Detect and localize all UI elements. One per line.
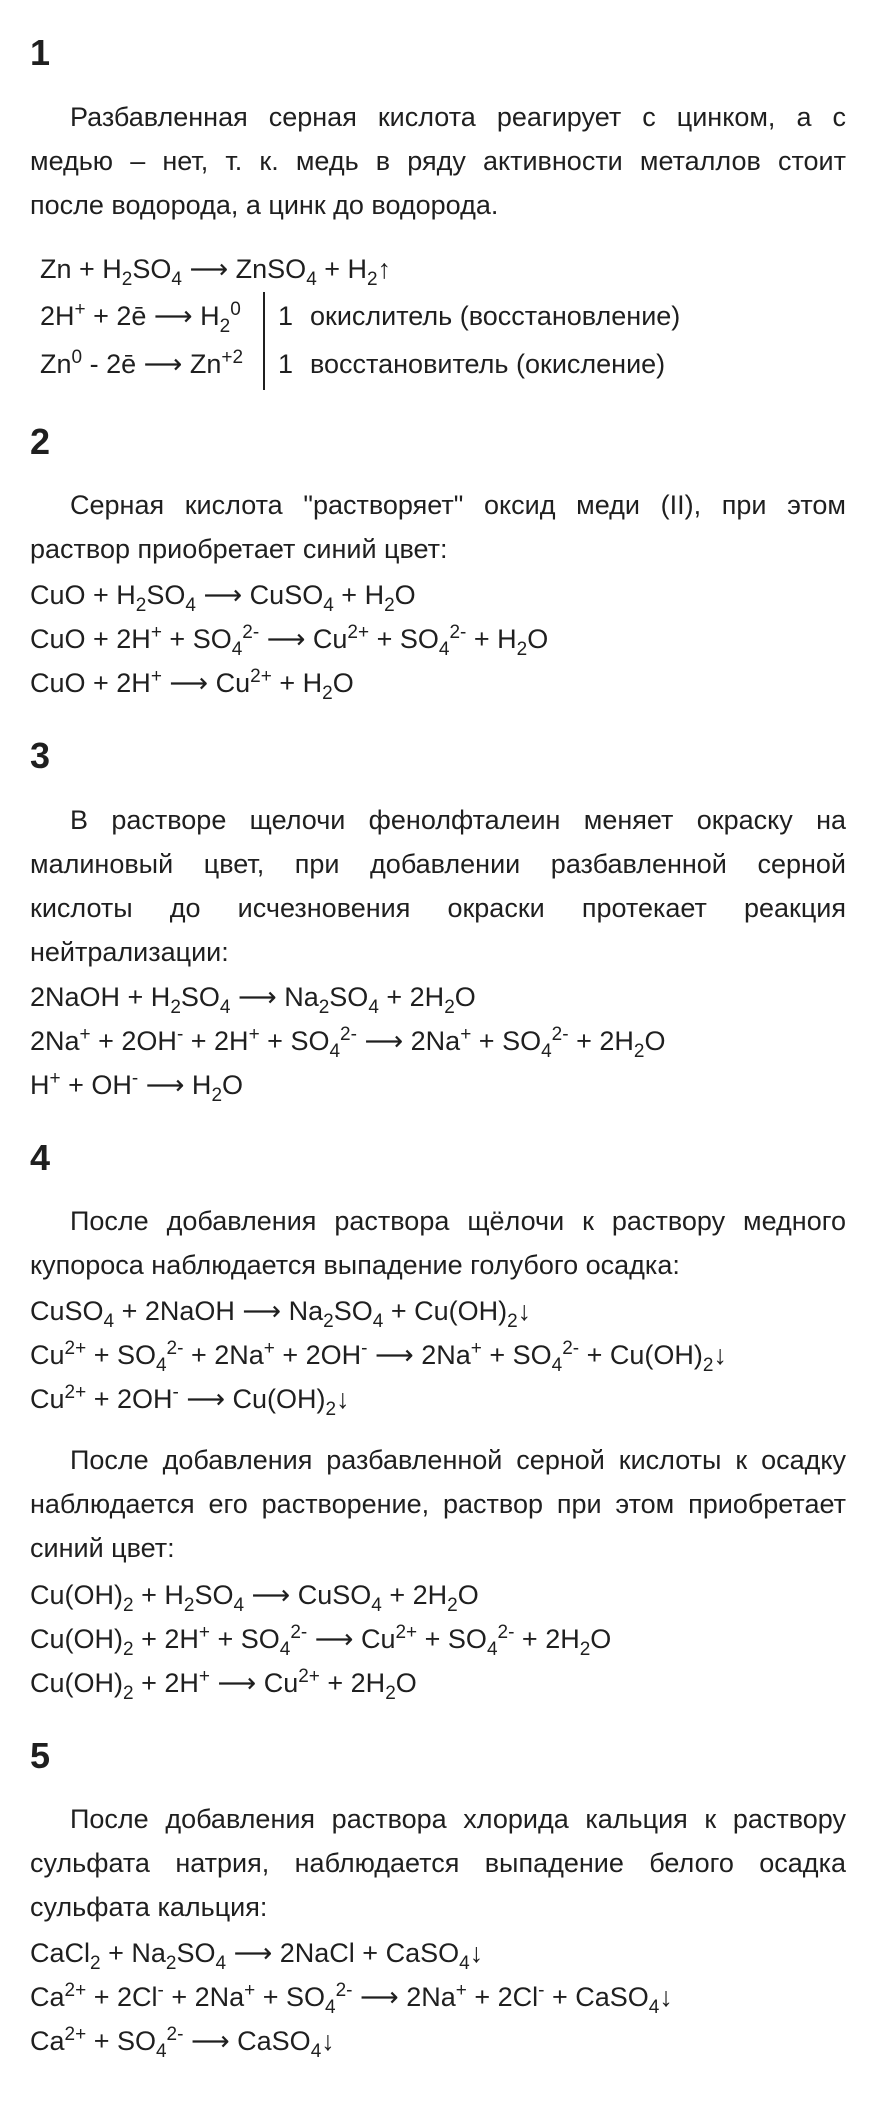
equation: $2Na^+ + 2OH^- + 2H^+ + SO_4^{2-}$ ⟶ $2Na^+ + SO_4^{2-} + 2H_2O$ — [30, 1024, 666, 1062]
equation: $Cu^{2+} + SO_4^{2-} + 2Na^+ + 2OH^-$ ⟶ $2Na^+ + SO_4^{2-}$ + $Cu(OH)_2↓$ — [30, 1338, 727, 1376]
paragraph-line: нейтрализации: — [30, 937, 229, 967]
equation: H+ + OH- ⟶ $H_2O$ — [30, 1068, 244, 1106]
equation: $Ca^{2+} + 2Cl^- + 2Na^+ + SO_4^{2-}$ ⟶ 2Na+ + 2Cl- + CaSO$_4$↓ — [30, 1980, 673, 2018]
equation: CuSO$_4$ + 2NaOH ⟶ $Na_2SO_4$ + $Cu(OH)_2↓$ — [30, 1296, 532, 1332]
task-paragraph — [30, 1438, 846, 1570]
task-number: 5 — [30, 1735, 51, 1776]
paragraph-line: Разбавленная серная кислота реагирует с цинком, а с — [70, 102, 846, 132]
paragraph-line: раствор приобретает синий цвет: — [30, 534, 448, 564]
task-paragraph — [30, 1797, 846, 1929]
equation: $Zn + H_2SO_4$ ⟶ ZnSO$_4$ + $H_2↑$ — [40, 254, 392, 290]
equation: $Cu(OH)_2 + 2H^+$ ⟶ $Cu^{2+} + 2H_2O$ — [30, 1666, 417, 1704]
task-number: 4 — [30, 1137, 51, 1178]
equation: $Cu(OH)_2 + 2H^+ + SO_4^{2-}$ ⟶ $Cu^{2+} + SO_4^{2-} + 2H_2O$ — [30, 1622, 612, 1660]
paragraph-line: купороса наблюдается выпадение голубого осадка: — [30, 1250, 680, 1280]
task-paragraph — [30, 95, 846, 227]
electron-coefficient: 1 — [278, 349, 294, 379]
redox-role: окислитель (восстановление) — [310, 301, 681, 331]
paragraph-line: синий цвет: — [30, 1533, 175, 1563]
equation: 2NaOH + $H_2SO_4$ ⟶ $Na_2SO_4 + 2H_2O$ — [30, 982, 476, 1018]
electron-coefficient: 1 — [278, 301, 294, 331]
equation: $Ca^{2+} + SO_4^{2-}$ ⟶ CaSO$_4$↓ — [30, 2024, 335, 2062]
task-paragraph — [30, 1199, 846, 1287]
paragraph-line: После добавления раствора хлорида кальция к раствору — [70, 1804, 846, 1834]
equation: CuO + 2H+ ⟶ $Cu^{2+} + H_2O$ — [30, 666, 354, 704]
equation: CaCl$_2$ + $Na_2SO_4$ ⟶ 2NaCl + CaSO$_4$↓ — [30, 1938, 484, 1974]
equation: CuO + $2H^+ + SO_4^{2-}$ ⟶ $Cu^{2+} + SO_4^{2-} + H_2O$ — [30, 622, 549, 660]
half-reaction: Zn$^0$ - 2ē ⟶ $Zn^{+2}$ — [40, 347, 244, 379]
paragraph-line: медью – нет, т. к. медь в ряду активности металлов стоит — [30, 146, 846, 176]
paragraph-line: кислоты до исчезновения окраски протекает реакция — [30, 893, 846, 923]
task-paragraph — [30, 798, 846, 974]
half-reaction: 2H+ + 2ē ⟶ $H_2^0$ — [40, 299, 241, 337]
paragraph-line: Серная кислота "растворяет" оксид меди (II), при этом — [70, 490, 846, 520]
balance-divider — [263, 292, 265, 390]
task-number: 1 — [30, 32, 51, 73]
task-number: 3 — [30, 735, 51, 776]
task-paragraph — [30, 483, 846, 571]
paragraph-line: В растворе щелочи фенолфталеин меняет окраску на — [70, 805, 846, 835]
paragraph-line: наблюдается его растворение, раствор при этом приобретает — [30, 1489, 846, 1519]
equation: CuO + $H_2SO_4$ ⟶ CuSO$_4$ + $H_2O$ — [30, 580, 416, 616]
paragraph-line: сульфата натрия, наблюдается выпадение белого осадка — [30, 1848, 846, 1878]
redox-role: восстановитель (окисление) — [310, 349, 666, 379]
task-number: 2 — [30, 421, 51, 462]
paragraph-line: После добавления разбавленной серной кислоты к осадку — [70, 1445, 846, 1475]
equation: $Cu^{2+} + 2OH^-$ ⟶ $Cu(OH)_2↓$ — [30, 1382, 350, 1420]
paragraph-line: сульфата кальция: — [30, 1892, 268, 1922]
paragraph-line: после водорода, а цинк до водорода. — [30, 190, 499, 220]
equation: $Cu(OH)_2 + H_2SO_4$ ⟶ CuSO$_4$ + $2H_2O$ — [30, 1580, 479, 1616]
paragraph-line: После добавления раствора щёлочи к раствору медного — [70, 1206, 846, 1236]
paragraph-line: малиновый цвет, при добавлении разбавленной серной — [30, 849, 846, 879]
